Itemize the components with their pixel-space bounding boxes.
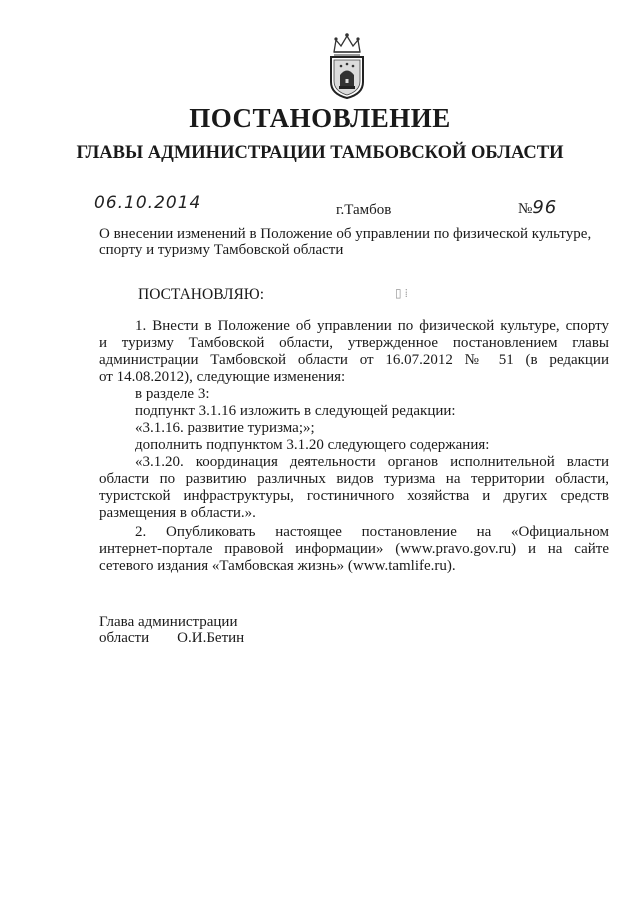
- document-title: ПОСТАНОВЛЕНИЕ: [189, 103, 451, 133]
- paragraph-1: [99, 318, 609, 522]
- text-line: области по развитию различных видов туризма на территории области,: [99, 471, 609, 487]
- text-line: туристской инфраструктуры, гостиничного хозяйства и других средств: [99, 488, 609, 504]
- document-subtitle: ГЛАВЫ АДМИНИСТРАЦИИ ТАМБОВСКОЙ ОБЛАСТИ: [76, 143, 564, 163]
- document-city: г.Тамбов: [336, 202, 392, 218]
- text-line: «3.1.20. координация деятельности органов исполнительной власти: [135, 454, 609, 470]
- signature-line: [99, 630, 244, 646]
- tambov-coat-of-arms-icon: [322, 30, 372, 100]
- document-date: 06.10.2014: [94, 193, 202, 213]
- text-line: администрации Тамбовской области от 16.07.2012 № 51 (в редакции: [99, 352, 609, 368]
- document-number: [518, 197, 557, 218]
- text-line: сетевого издания «Тамбовская жизнь» (www.tamlife.ru).: [99, 558, 456, 574]
- text-line: интернет-портале правовой информации» (www.pravo.gov.ru) и на сайте: [99, 541, 609, 557]
- signature-region: области: [99, 630, 150, 646]
- text-line: размещения в области.».: [99, 505, 256, 521]
- signature-name: О.И.Бетин: [177, 630, 245, 646]
- text-line: 1. Внести в Положение об управлении по физической культуре, спорту: [135, 318, 609, 334]
- number-prefix: №: [518, 201, 533, 217]
- number-value: 96: [532, 197, 558, 218]
- document-subject: О внесении изменений в Положение об управлении по физической культуре, спорту и туризму Тамбовской области: [99, 226, 592, 258]
- text-line: в разделе 3:: [135, 386, 210, 402]
- signature-position: Глава администрации: [99, 614, 238, 630]
- paragraph-2: [99, 524, 609, 575]
- text-line: дополнить подпунктом 3.1.20 следующего содержания:: [135, 437, 490, 453]
- text-line: подпункт 3.1.16 изложить в следующей редакции:: [135, 403, 456, 419]
- text-line: «3.1.16. развитие туризма;»;: [135, 420, 315, 436]
- signature-block: [99, 614, 244, 646]
- text-line: от 14.08.2012), следующие изменения:: [99, 369, 346, 385]
- scan-artifact: ▯ ⁞: [395, 286, 408, 300]
- text-line: и туризму Тамбовской области, утвержденное постановлением главы: [99, 335, 609, 351]
- decree-word: ПОСТАНОВЛЯЮ:: [138, 286, 265, 303]
- text-line: 2. Опубликовать настоящее постановление на «Официальном: [135, 524, 609, 540]
